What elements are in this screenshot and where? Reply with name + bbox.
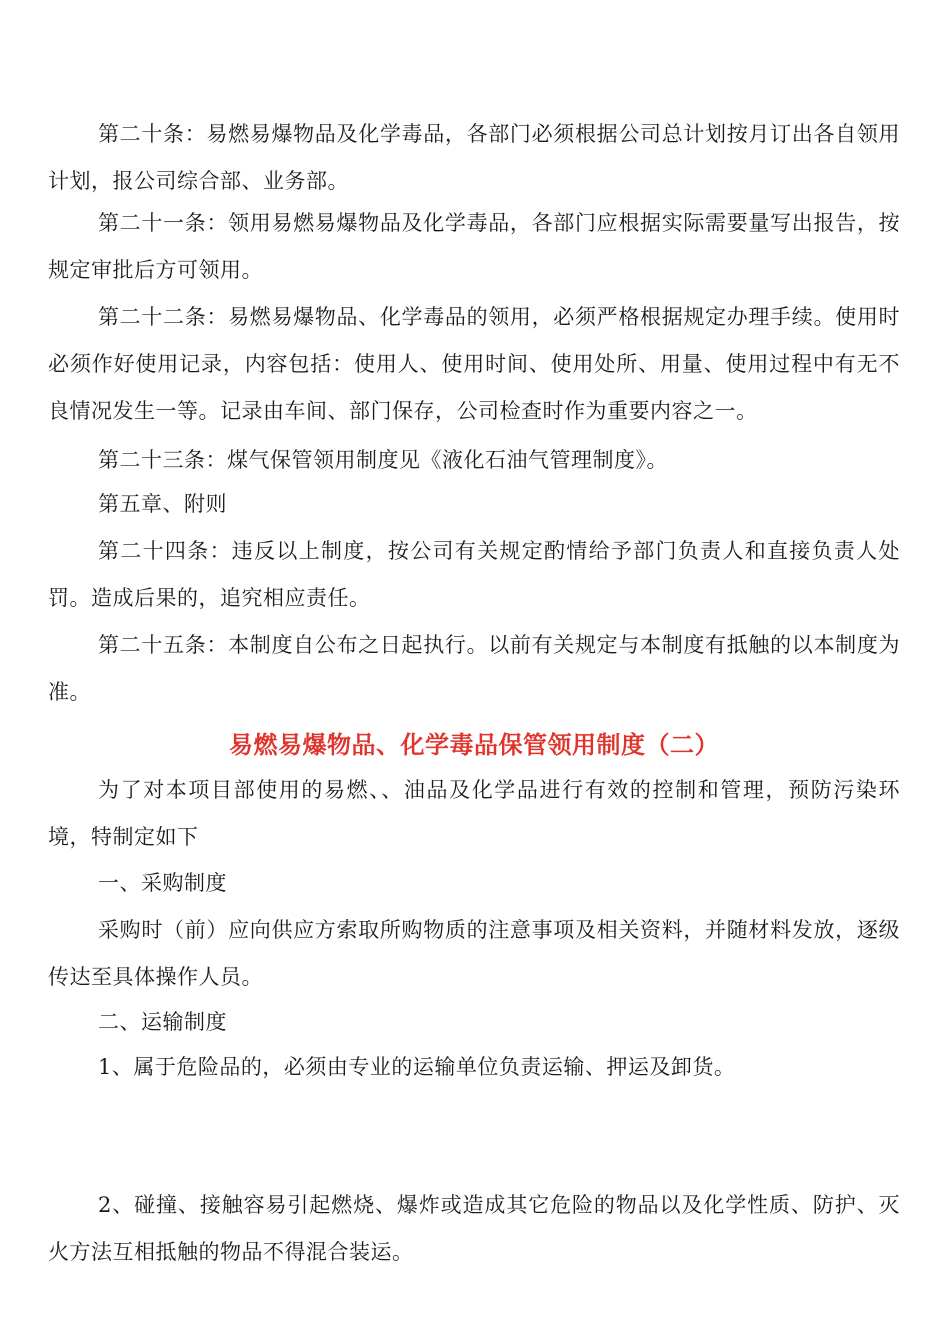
section-title: 易燃易爆物品、化学毒品保管领用制度（二）: [229, 730, 719, 759]
article-21-paragraph: 第二十一条：领用易燃易爆物品及化学毒品，各部门应根据实际需要量写出报告，按规定审批后方可领用。: [48, 211, 900, 282]
article-20-paragraph: 第二十条：易燃易爆物品及化学毒品，各部门必须根据公司总计划按月订出各自领用计划，报公司综合部、业务部。: [48, 122, 900, 193]
article-25-paragraph: 第二十五条：本制度自公布之日起执行。以前有关规定与本制度有抵触的以本制度为准。: [48, 633, 900, 704]
transport-item-1: 1、属于危险品的，必须由专业的运输单位负责运输、押运及卸货。: [98, 1055, 736, 1079]
intro-paragraph: 为了对本项目部使用的易燃、、油品及化学品进行有效的控制和管理，预防污染环境，特制定如下: [48, 778, 900, 849]
procurement-heading: 一、采购制度: [98, 871, 227, 895]
article-23-paragraph: 第二十三条：煤气保管领用制度见《液化石油气管理制度》。: [98, 448, 668, 472]
chapter-5-heading: 第五章、附则: [98, 492, 227, 516]
procurement-paragraph: 采购时（前）应向供应方索取所购物质的注意事项及相关资料，并随材料发放，逐级传达至具体操作人员。: [48, 918, 900, 989]
article-24-paragraph: 第二十四条：违反以上制度，按公司有关规定酌情给予部门负责人和直接负责人处罚。造成后果的，追究相应责任。: [48, 539, 900, 610]
transport-item-2: 2、碰撞、接触容易引起燃烧、爆炸或造成其它危险的物品以及化学性质、防护、灭火方法互相抵触的物品不得混合装运。: [48, 1193, 900, 1264]
transport-heading: 二、运输制度: [98, 1010, 227, 1034]
article-22-paragraph: 第二十二条：易燃易爆物品、化学毒品的领用，必须严格根据规定办理手续。使用时必须作好使用记录，内容包括：使用人、使用时间、使用处所、用量、使用过程中有无不良情况发生一等。记录由车间、部门保存，公司检查时作为重要内容之一。: [48, 305, 900, 423]
